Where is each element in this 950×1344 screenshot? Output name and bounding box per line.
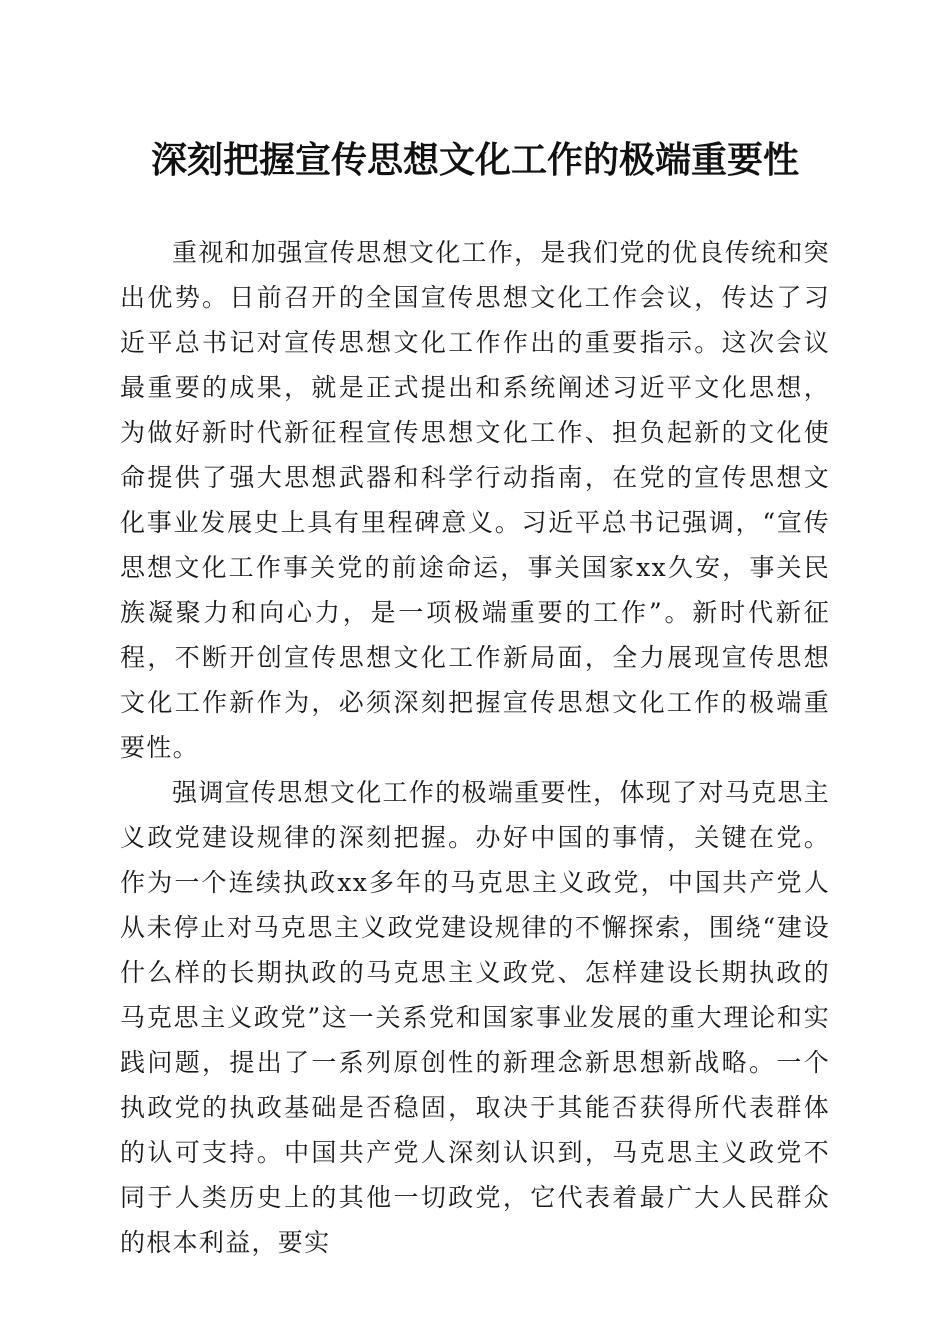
paragraph-2: 强调宣传思想文化工作的极端重要性，体现了对马克思主义政党建设规律的深刻把握。办好中国的事情，关键在党。作为一个连续执政xx多年的马克思主义政党，中国共产党人从未停止对马克思主义政党建设规律的不懈探索，围绕“建设什么样的长期执政的马克思主义政党、怎样建设长期执政的马克思主义政党”这一关系党和国家事业发展的重大理论和实践问题，提出了一系列原创性的新理念新思想新战略。一个执政党的执政基础是否稳固，取决于其能否获得所代表群体的认可支持。中国共产党人深刻认识到，马克思主义政党不同于人类历史上的其他一切政党，它代表着最广大人民群众的根本利益，要实 xyxy=(120,778,830,1257)
document-title: 深刻把握宣传思想文化工作的极端重要性 xyxy=(150,139,799,181)
paragraph-1: 重视和加强宣传思想文化工作，是我们党的优良传统和突出优势。日前召开的全国宣传思想文化工作会议，传达了习近平总书记对宣传思想文化工作作出的重要指示。这次会议最重要的成果，就是正式提出和系统阐述习近平文化思想，为做好新时代新征程宣传思想文化工作、担负起新的文化使命提供了强大思想武器和科学行动指南，在党的宣传思想文化事业发展史上具有里程碑意义。习近平总书记强调，“宣传思想文化工作事关党的前途命运，事关国家xx久安，事关民族凝聚力和向心力，是一项极端重要的工作”。新时代新征程，不断开创宣传思想文化工作新局面，全力展现宣传思想文化工作新作为，必须深刻把握宣传思想文化工作的极端重要性。 xyxy=(120,238,830,762)
document-body xyxy=(120,230,830,1265)
